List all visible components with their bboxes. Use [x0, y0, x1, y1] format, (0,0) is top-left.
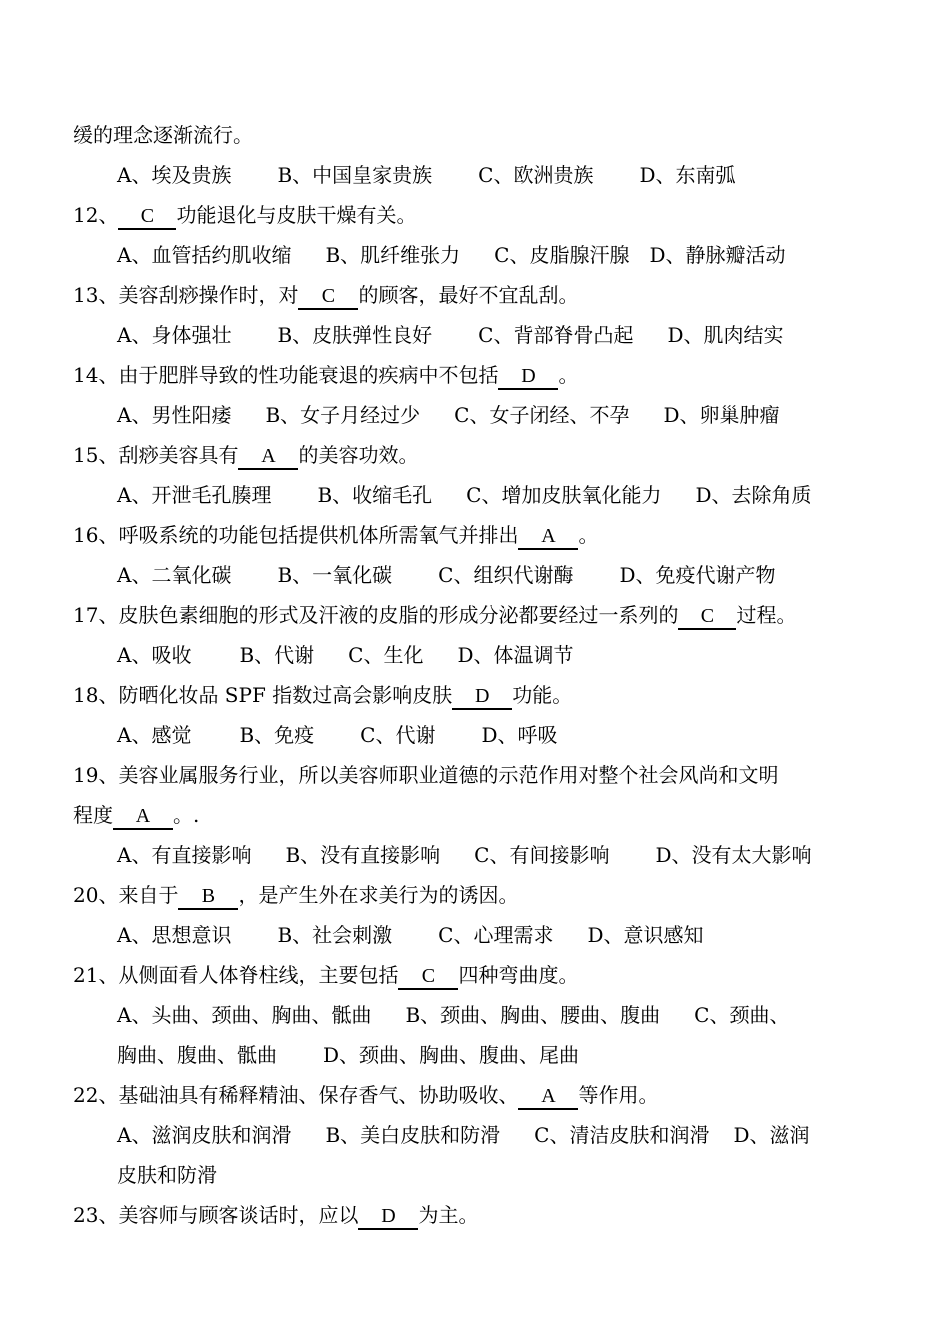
option-a: A、二氧化碳 [117, 563, 232, 587]
option-a: A、有直接影响 [117, 843, 252, 867]
question-text: 等作用。 [578, 1083, 659, 1107]
options-line [117, 1121, 810, 1149]
option-a: A、思想意识 [117, 923, 232, 947]
option-d: D、去除角质 [695, 483, 812, 507]
question-text: 功能退化与皮肤干燥有关。 [176, 203, 417, 227]
options-line [117, 641, 574, 669]
options-line [117, 841, 812, 869]
option-d: D、免疫代谢产物 [619, 563, 776, 587]
option-d: D、没有太大影响 [655, 843, 812, 867]
options-line [117, 161, 736, 189]
answer-blank: C [398, 964, 458, 990]
answer-blank: A [518, 524, 578, 550]
option-c: C、代谢 [360, 723, 436, 747]
answer-blank: B [178, 884, 238, 910]
option-c: C、皮脂腺汗腺 [494, 243, 630, 267]
option-d: D、滋润 [733, 1123, 810, 1147]
text-line [73, 121, 253, 149]
options-line [117, 561, 776, 589]
option-d: D、呼吸 [481, 723, 558, 747]
option-b: B、肌纤维张力 [325, 243, 461, 267]
question-text: 15、刮痧美容具有 [73, 443, 239, 467]
question-16 [73, 521, 598, 549]
question-text: 17、皮肤色素细胞的形式及汗液的皮脂的形成分泌都要经过一系列的 [73, 603, 679, 627]
option-c: C、颈曲、 [694, 1003, 790, 1027]
option-d: D、东南弧 [639, 163, 736, 187]
option-b: B、收缩毛孔 [317, 483, 433, 507]
question-text: 18、防晒化妆品 SPF 指数过高会影响皮肤 [73, 683, 453, 707]
option-c: C、有间接影响 [474, 843, 610, 867]
question-text: 22、基础油具有稀释精油、保存香气、协助吸收、 [73, 1083, 519, 1107]
option-a: A、身体强壮 [117, 323, 232, 347]
option-d-continued: 皮肤和防滑 [117, 1163, 217, 1187]
option-c: C、组织代谢酶 [438, 563, 574, 587]
options-line [117, 921, 704, 949]
option-a: A、埃及贵族 [117, 163, 232, 187]
option-c: C、心理需求 [438, 923, 554, 947]
option-c: C、增加皮肤氧化能力 [466, 483, 662, 507]
option-c-continued: 胸曲、腹曲、骶曲 [117, 1043, 277, 1067]
option-b: B、免疫 [239, 723, 315, 747]
question-15 [73, 441, 418, 469]
question-text: 过程。 [736, 603, 797, 627]
option-b: B、颈曲、胸曲、腰曲、腹曲 [405, 1003, 661, 1027]
question-23 [73, 1201, 478, 1229]
option-d: D、意识感知 [587, 923, 704, 947]
question-text: 13、美容刮痧操作时，对 [73, 283, 299, 307]
answer-blank: A [113, 804, 173, 830]
question-14 [73, 361, 578, 389]
question-text: 的美容功效。 [298, 443, 419, 467]
options-line [117, 1041, 579, 1069]
question-text: 12、 [73, 203, 119, 227]
option-c: C、生化 [348, 643, 424, 667]
question-text: ，是产生外在求美行为的诱因。 [238, 883, 519, 907]
option-c: C、清洁皮肤和润滑 [534, 1123, 710, 1147]
option-d: D、肌肉结实 [667, 323, 784, 347]
question-21 [73, 961, 578, 989]
option-d: D、静脉瓣活动 [649, 243, 786, 267]
question-20 [73, 881, 518, 909]
answer-blank: C [118, 204, 176, 230]
option-b: B、一氧化碳 [277, 563, 393, 587]
option-d: D、卵巢肿瘤 [663, 403, 780, 427]
options-line [117, 401, 780, 429]
option-b: B、皮肤弹性良好 [277, 323, 433, 347]
question-text: 23、美容师与顾客谈话时，应以 [73, 1203, 359, 1227]
answer-blank: D [452, 684, 512, 710]
question-text: 四种弯曲度。 [458, 963, 579, 987]
options-line [117, 241, 786, 269]
question-text: 19、美容业属服务行业，所以美容师职业道德的示范作用对整个社会风尚和文明 [73, 763, 779, 787]
options-line [117, 1001, 789, 1029]
option-a: A、滋润皮肤和润滑 [117, 1123, 292, 1147]
question-text: 14、由于肥胖导致的性功能衰退的疾病中不包括 [73, 363, 499, 387]
option-c: C、背部脊骨凸起 [478, 323, 634, 347]
answer-blank: C [298, 284, 358, 310]
option-d: D、体温调节 [457, 643, 574, 667]
option-b: B、中国皇家贵族 [277, 163, 433, 187]
answer-blank: D [498, 364, 558, 390]
question-text: 。. [173, 803, 200, 827]
question-text: 的顾客，最好不宜乱刮。 [358, 283, 579, 307]
question-text: 16、呼吸系统的功能包括提供机体所需氧气并排出 [73, 523, 519, 547]
question-text: 。 [578, 523, 599, 547]
answer-blank: A [518, 1084, 578, 1110]
option-b: B、社会刺激 [277, 923, 393, 947]
question-text: 21、从侧面看人体脊柱线，主要包括 [73, 963, 399, 987]
option-b: B、代谢 [239, 643, 315, 667]
question-19 [73, 761, 778, 789]
option-a: A、吸收 [117, 643, 192, 667]
option-c: C、欧洲贵族 [478, 163, 594, 187]
option-a: A、血管括约肌收缩 [117, 243, 292, 267]
option-b: B、美白皮肤和防滑 [325, 1123, 501, 1147]
options-line [117, 1161, 217, 1189]
question-22 [73, 1081, 658, 1109]
options-line [117, 721, 558, 749]
answer-blank: D [358, 1204, 418, 1230]
option-a: A、头曲、颈曲、胸曲、骶曲 [117, 1003, 372, 1027]
option-d: D、颈曲、胸曲、腹曲、尾曲 [323, 1043, 580, 1067]
option-b: B、没有直接影响 [285, 843, 441, 867]
question-13 [73, 281, 578, 309]
question-text: 20、来自于 [73, 883, 179, 907]
options-line [117, 321, 784, 349]
question-text: 为主。 [418, 1203, 479, 1227]
question-text: 。 [558, 363, 579, 387]
question-18 [73, 681, 572, 709]
option-b: B、女子月经过少 [265, 403, 421, 427]
question-text: 功能。 [512, 683, 573, 707]
option-a: A、男性阳痿 [117, 403, 232, 427]
answer-blank: A [238, 444, 298, 470]
question-17 [73, 601, 796, 629]
text: 缓的理念逐渐流行。 [73, 123, 253, 147]
question-text: 程度 [73, 803, 113, 827]
question-12 [73, 201, 416, 229]
question-19-continued [73, 801, 199, 829]
answer-blank: C [678, 604, 736, 630]
options-line [117, 481, 812, 509]
option-a: A、开泄毛孔腠理 [117, 483, 272, 507]
option-c: C、女子闭经、不孕 [454, 403, 630, 427]
option-a: A、感觉 [117, 723, 192, 747]
